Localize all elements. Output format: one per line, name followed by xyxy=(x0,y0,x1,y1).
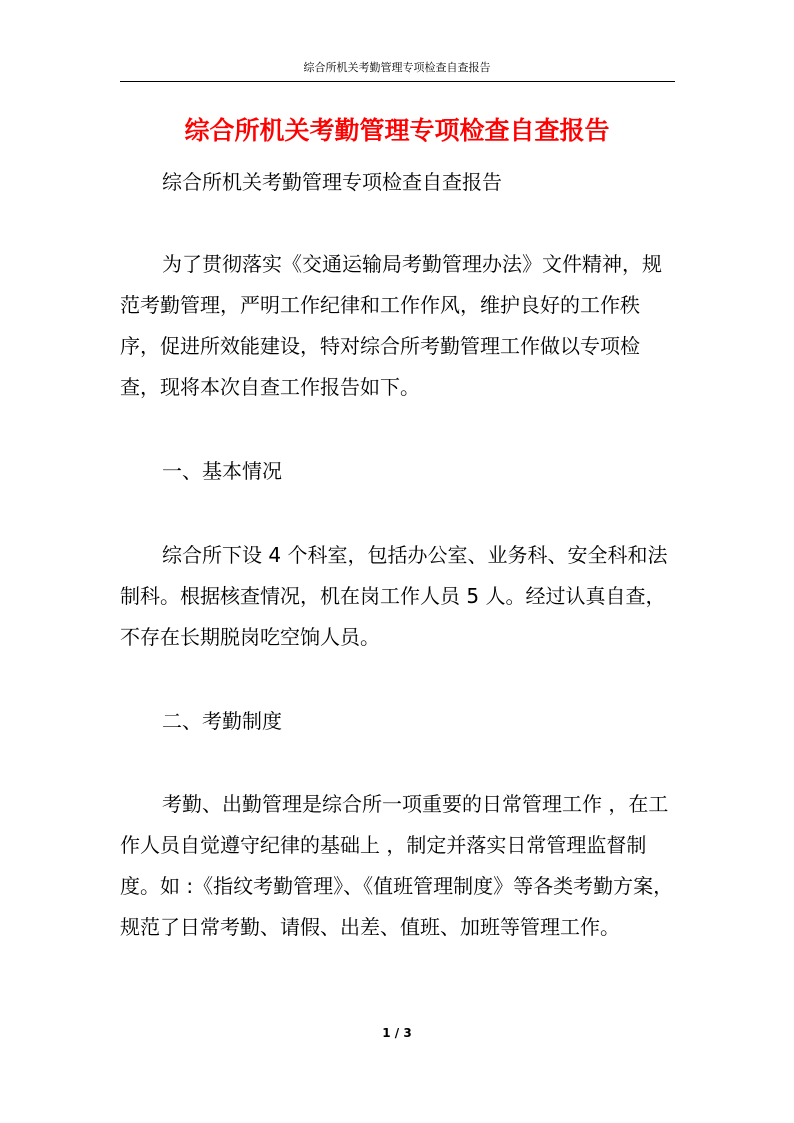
attendance-system-paragraph: 考勤、出勤管理是综合所一项重要的日常管理工作 ，在工作人员自觉遵守纪律的基础上 ，制定并落实日常管理监督制度。如 :《指纹考勤管理》、《值班管理制度》等各类考勤方案，规范了日常考勤、请假、出差、值班、加班等管理工作。 xyxy=(120,792,674,939)
section-heading-attendance-system: 二、考勤制度 xyxy=(162,709,282,733)
header-divider xyxy=(120,81,675,82)
running-header: 综合所机关考勤管理专项检查自查报告 xyxy=(303,61,491,74)
section-heading-basic-info: 一、基本情况 xyxy=(162,459,282,483)
intro-paragraph: 为了贯彻落实《交通运输局考勤管理办法》文件精神，规范考勤管理，严明工作纪律和工作作风，维护良好的工作秩序，促进所效能建设，特对综合所考勤管理工作做以专项检查，现将本次自查工作报告如下。 xyxy=(120,252,662,399)
basic-info-paragraph: 综合所下设 4 个科室，包括办公室、业务科、安全科和法制科。根据核查情况，机在岗工作人员 5 人。经过认真自查，不存在长期脱岗吃空饷人员。 xyxy=(120,543,668,649)
document-subtitle: 综合所机关考勤管理专项检查自查报告 xyxy=(162,170,502,194)
document-title: 综合所机关考勤管理专项检查自查报告 xyxy=(184,116,610,145)
page-number: 1 / 3 xyxy=(382,1026,412,1040)
